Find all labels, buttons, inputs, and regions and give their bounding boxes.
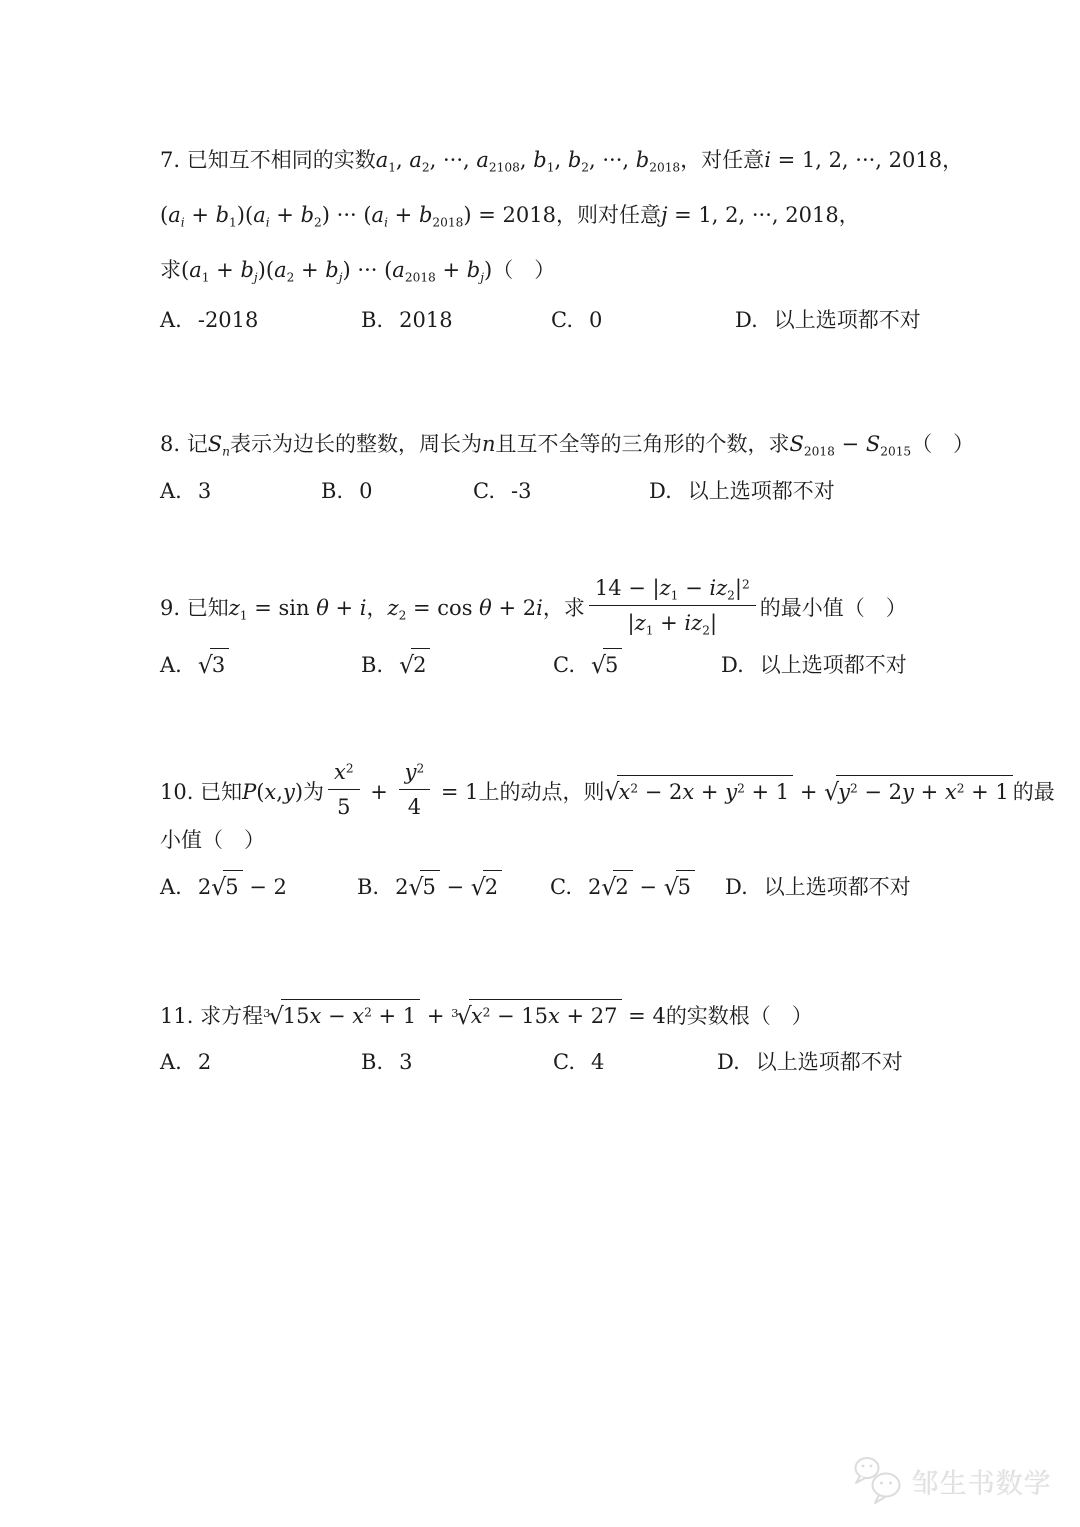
radical-sign: √ bbox=[601, 872, 617, 901]
q8-option-b: B. 0 bbox=[321, 479, 373, 503]
q7-index-i: i = 1, 2, ···, 2018 bbox=[764, 148, 943, 172]
q8-sn: $S_n$ bbox=[207, 432, 230, 459]
q8-text-intro: 8. 记 bbox=[160, 432, 208, 456]
q9-text-intro: 9. 已知 bbox=[160, 596, 229, 621]
sqrt-radical: √3 bbox=[198, 653, 229, 677]
sqrt-radical: √2 bbox=[471, 875, 502, 899]
radical-sign: √ bbox=[408, 872, 424, 901]
radical-sign: √ bbox=[197, 650, 213, 679]
q7-target-product: $(a_1 + b_j)(a_2 + b_j)$ ··· $(a_{2018} + b_j)$ bbox=[181, 258, 493, 285]
q7-text-find: 求 bbox=[160, 258, 181, 282]
cube-root-index: 3 bbox=[263, 1006, 271, 1020]
q7-index-j: j = 1, 2, ···, 2018 bbox=[660, 203, 839, 227]
q7-text-forall: ，对任意 bbox=[680, 148, 765, 172]
q9-text-find: ，求 bbox=[542, 596, 585, 621]
q9-option-c: C. √5 bbox=[553, 648, 721, 681]
q7-line-1 bbox=[160, 146, 963, 174]
q7-option-c: C. 0 bbox=[551, 308, 603, 332]
radical-sign: √ bbox=[663, 872, 679, 901]
cube-root-index: 3 bbox=[451, 1006, 459, 1020]
sqrt-radical: √5 bbox=[664, 875, 695, 899]
q8-difference: $S_{2018} - S_{2015}$ bbox=[789, 432, 912, 459]
wechat-icon bbox=[850, 1454, 906, 1508]
q11-option-c: C. 4 bbox=[553, 1050, 605, 1074]
cube-root-radical: $^3√15x - x^2 + 1$ bbox=[263, 1004, 420, 1028]
q10-line-1 bbox=[160, 758, 1055, 822]
plus-sign: + bbox=[363, 780, 395, 805]
q9-fraction-denominator: $|z_1 + iz_2|$ bbox=[589, 605, 756, 637]
q9-fraction-numerator: $14 - |z_1 - iz_2|^2$ bbox=[594, 576, 750, 603]
q10-point: P(x,y) bbox=[242, 780, 304, 805]
q10-text-intro: 10. 已知 bbox=[160, 780, 243, 805]
sqrt-radical: √5 bbox=[591, 653, 622, 677]
cube-root-radical: $^3√x^2 - 15x + 27$ bbox=[451, 1004, 621, 1028]
q10-option-d: D. 以上选项都不对 bbox=[725, 875, 911, 899]
q8-line-1 bbox=[160, 430, 974, 458]
watermark-text: 邹生书数学 bbox=[912, 1468, 1052, 1500]
radical-sign: √ bbox=[604, 777, 620, 806]
q8-answer-blank: （ ） bbox=[911, 432, 975, 456]
radical-sign: √ bbox=[211, 872, 227, 901]
q10-options bbox=[160, 870, 911, 903]
q8-options bbox=[160, 477, 835, 505]
q7-option-d: D. 以上选项都不对 bbox=[735, 308, 921, 332]
q7-options bbox=[160, 306, 921, 334]
q8-option-a: A. 3 bbox=[160, 479, 212, 503]
q7-sequence-list: $a_1$, $a_2$, ···, $a_{2108}$, $b_1$, $b_2$, ···, $b_{2018}$ bbox=[375, 148, 681, 175]
q9-option-a: A. √3 bbox=[160, 648, 361, 681]
q11-answer-blank: 的实数根（ ） bbox=[665, 1004, 813, 1028]
q10-text-min-part2: 小值（ ） bbox=[160, 828, 265, 852]
q11-line-1 bbox=[160, 999, 813, 1032]
q10-option-a: A. 2√5 − 2 bbox=[160, 870, 357, 903]
q8-text-mid1: 表示为边长的整数，周长为 bbox=[229, 432, 482, 456]
q9-line-1 bbox=[160, 574, 907, 638]
q11-option-b: B. 3 bbox=[361, 1050, 413, 1074]
watermark bbox=[850, 1454, 1052, 1508]
q10-option-b: B. 2√5 − √2 bbox=[357, 870, 550, 903]
q10-fraction-x: $\frac{x^2}{5}$ bbox=[328, 758, 360, 822]
q7-option-b: B. 2018 bbox=[361, 308, 453, 332]
q8-n: n bbox=[481, 432, 496, 456]
q10-line-2 bbox=[160, 826, 265, 854]
equals-four: = 4 bbox=[621, 1004, 666, 1028]
q10-text-min-part1: 的最 bbox=[1012, 780, 1055, 805]
q7-option-a: A. -2018 bbox=[160, 308, 259, 332]
q11-options bbox=[160, 1048, 903, 1076]
q7-text-intro: 7. 已知互不相同的实数 bbox=[160, 148, 376, 172]
q10-option-c: C. 2√2 − √5 bbox=[550, 870, 725, 903]
q8-option-d: D. 以上选项都不对 bbox=[649, 479, 835, 503]
q7-text-then: ，则对任意 bbox=[555, 203, 661, 227]
sqrt-radical: $√x^2 - 2x + y^2 + 1$ bbox=[605, 780, 794, 804]
sqrt-radical: √2 bbox=[601, 875, 632, 899]
q9-options bbox=[160, 648, 907, 681]
q9-answer-blank: 的最小值（ ） bbox=[759, 596, 907, 621]
q9-complex-defs: $z_1 = \sin \theta + i$，$z_2 = \cos \theta + 2i$ bbox=[228, 596, 543, 623]
radical-sign: √ bbox=[268, 1001, 284, 1030]
q7-comma: ， bbox=[942, 148, 964, 172]
q7-line-3 bbox=[160, 256, 555, 284]
sqrt-radical: √5 bbox=[408, 875, 439, 899]
q9-option-b: B. √2 bbox=[361, 648, 553, 681]
q7-answer-blank: （ ） bbox=[492, 258, 556, 282]
q10-text-on: 为 bbox=[303, 780, 325, 805]
radical-sign: √ bbox=[591, 650, 606, 679]
radical-sign: √ bbox=[456, 1001, 472, 1030]
q7-product-eq: $(a_i + b_1)(a_i + b_2)$ ··· $(a_i + b_{2018}) = 2018$ bbox=[160, 203, 556, 230]
q10-text-moving: 上的动点，则 bbox=[478, 780, 605, 805]
q11-option-a: A. 2 bbox=[160, 1050, 212, 1074]
q8-option-c: C. -3 bbox=[473, 479, 532, 503]
q8-text-mid2: 且互不全等的三角形的个数，求 bbox=[495, 432, 790, 456]
sqrt-radical: √2 bbox=[399, 653, 430, 677]
q10-fraction-y: $\frac{y^2}{4}$ bbox=[399, 758, 431, 822]
q9-option-d: D. 以上选项都不对 bbox=[721, 653, 907, 677]
equals-one: = 1 bbox=[434, 780, 479, 805]
radical-sign: √ bbox=[470, 872, 486, 901]
q7-comma2: ， bbox=[838, 203, 860, 227]
q11-option-d: D. 以上选项都不对 bbox=[717, 1050, 903, 1074]
plus-sign: + bbox=[420, 1004, 452, 1028]
q9-fraction bbox=[589, 574, 756, 638]
plus-sign: + bbox=[793, 780, 825, 805]
q7-line-2 bbox=[160, 201, 860, 229]
sqrt-radical: $√y^2 - 2y + x^2 + 1$ bbox=[824, 780, 1013, 804]
sqrt-radical: √5 bbox=[211, 875, 242, 899]
radical-sign: √ bbox=[399, 650, 415, 679]
q11-text-intro: 11. 求方程 bbox=[160, 1004, 264, 1028]
radical-sign: √ bbox=[824, 777, 840, 806]
